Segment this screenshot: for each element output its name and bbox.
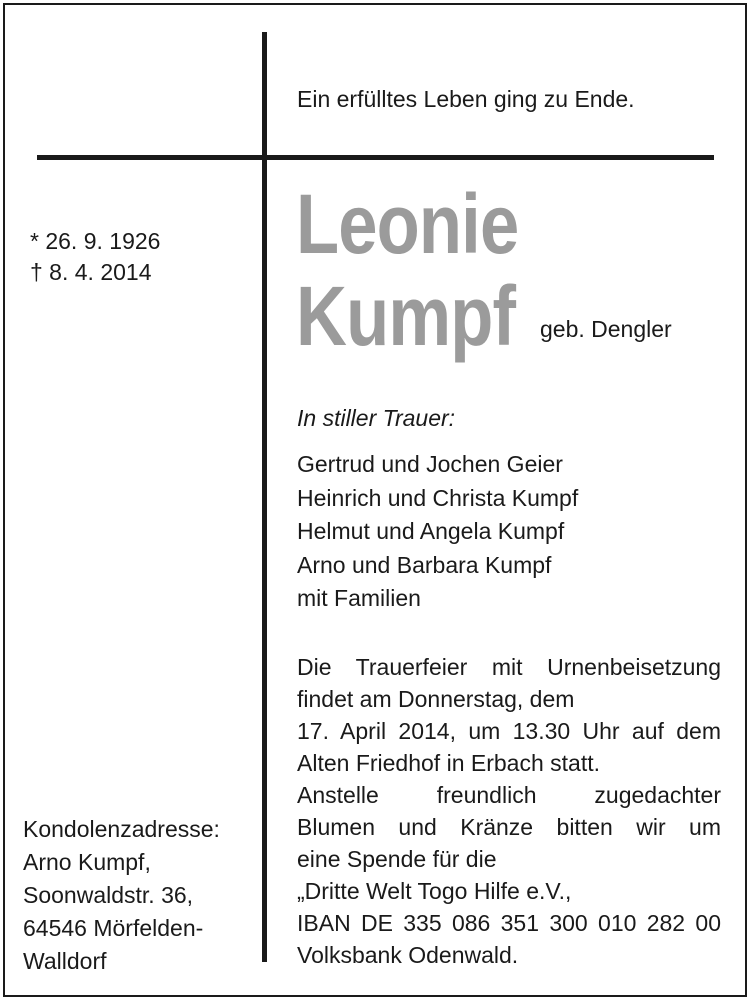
first-name: Leonie <box>296 177 519 271</box>
condolence-address <box>23 813 220 978</box>
cross-horizontal-beam <box>37 155 714 160</box>
maiden-name: geb. Dengler <box>540 316 672 342</box>
notice-line: „Dritte Welt Togo Hilfe e.V., <box>297 878 572 904</box>
condolence-line: Kondolenzadresse: <box>23 816 220 842</box>
notice-line: Die Trauerfeier mit Urnenbeisetzung <box>297 654 721 680</box>
notice-line: 17. April 2014, um 13.30 Uhr auf dem <box>297 718 721 744</box>
death-date: † 8. 4. 2014 <box>30 259 152 285</box>
condolence-line: 64546 Mörfelden- <box>23 915 204 941</box>
life-dates <box>30 226 160 288</box>
notice-line: Volksbank Odenwald. <box>297 942 519 968</box>
last-name: Kumpf <box>296 269 516 363</box>
notice-line: IBAN DE 335 086 351 300 010 282 00 <box>297 910 721 936</box>
notice-line: findet am Donnerstag, dem <box>297 686 575 712</box>
mourning-label: In stiller Trauer: <box>297 405 456 431</box>
mourner: Arno und Barbara Kumpf <box>297 551 552 578</box>
mourner: mit Familien <box>297 585 421 611</box>
birth-date: * 26. 9. 1926 <box>30 228 161 254</box>
condolence-line: Arno Kumpf, <box>23 849 151 875</box>
cross-vertical-beam <box>262 32 267 962</box>
mourners-list <box>297 448 578 616</box>
notice-line: Anstelle freundlich zugedachter <box>297 782 721 808</box>
funeral-notice <box>297 651 721 971</box>
notice-line: Alten Friedhof in Erbach statt. <box>297 750 600 776</box>
deceased-name <box>296 178 518 362</box>
motto: Ein erfülltes Leben ging zu Ende. <box>297 86 635 112</box>
notice-line: eine Spende für die <box>297 846 497 872</box>
mourner: Heinrich und Christa Kumpf <box>297 484 579 511</box>
notice-line: Blumen und Kränze bitten wir um <box>297 814 721 840</box>
condolence-line: Soonwaldstr. 36, <box>23 882 194 908</box>
mourner: Gertrud und Jochen Geier <box>297 451 563 477</box>
condolence-line: Walldorf <box>23 948 107 974</box>
mourner: Helmut und Angela Kumpf <box>297 518 565 544</box>
